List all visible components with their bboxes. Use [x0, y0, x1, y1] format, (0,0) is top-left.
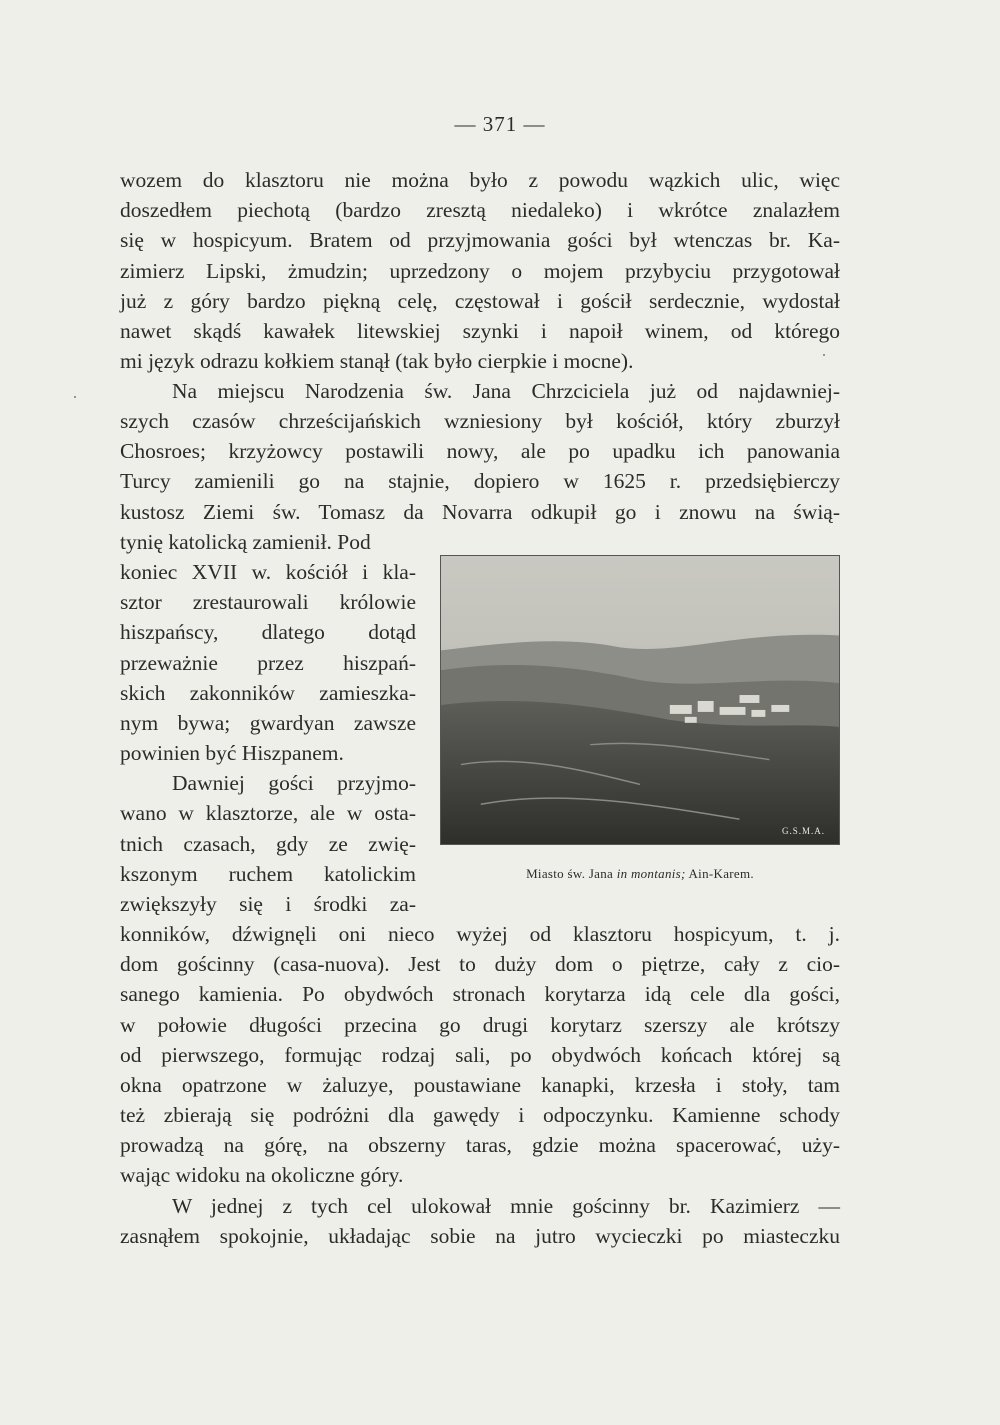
text-line: nym bywa; gwardyan zawsze: [120, 711, 416, 735]
text-line: prowadzą na górę, na obszerny taras, gdzie można spacerować, uży-: [120, 1133, 840, 1157]
text-line: Dawniej gości przyjmo-: [172, 771, 416, 795]
photo-signature: G.S.M.A.: [781, 826, 825, 836]
text-line: już z góry bardzo piękną celę, częstował i gościł serdecznie, wydostał: [120, 289, 840, 313]
text-line: W jednej z tych cel ulokował mnie gościnny br. Kazimierz —: [172, 1194, 840, 1218]
text-line: przeważnie przez hiszpań-: [120, 651, 416, 675]
text-line: skich zakonników zamieszka-: [120, 681, 416, 705]
text-line: szych czasów chrześcijańskich wzniesiony był kościół, który zburzył: [120, 409, 840, 433]
text-line: dom gościnny (casa-nuova). Jest to duży dom o piętrze, cały z cio-: [120, 952, 840, 976]
page-number: — 371 —: [454, 112, 546, 136]
text-line: tnich czasach, gdy ze zwię-: [120, 832, 416, 856]
text-line: zimierz Lipski, żmudzin; uprzedzony o mojem przybyciu przygotował: [120, 259, 840, 283]
print-speck: [74, 396, 76, 398]
text-line: okna opatrzone w żaluzye, poustawiane kanapki, krzesła i stoły, tam: [120, 1073, 840, 1097]
text-line: w połowie długości przecina go drugi korytarz szerszy ale krótszy: [120, 1013, 840, 1037]
text-line: konników, dźwignęli oni nieco wyżej od klasztoru hospicyum, t. j.: [120, 922, 840, 946]
text-line: mi język odrazu kołkiem stanął (tak było cierpkie i mocne).: [120, 349, 634, 373]
text-line: Turcy zamienili go na stajnie, dopiero w 1625 r. przedsiębierczy: [120, 469, 840, 493]
text-line: się w hospicyum. Bratem od przyjmowania gości był wtenczas br. Ka-: [120, 228, 840, 252]
text-line: koniec XVII w. kościół i kla-: [120, 560, 416, 584]
text-line: Chosroes; krzyżowcy postawili nowy, ale po upadku ich panowania: [120, 439, 840, 463]
figure-caption: [440, 866, 840, 882]
landscape-illustration: [441, 556, 839, 844]
text-line: tynię katolicką zamienił. Pod: [120, 530, 371, 554]
text-line: sanego kamienia. Po obydwóch stronach korytarza idą cele dla gości,: [120, 982, 840, 1006]
text-line: wano w klasztorze, ale w osta-: [120, 801, 416, 825]
text-line: Na miejscu Narodzenia św. Jana Chrzciciela już od najdawniej-: [172, 379, 840, 403]
caption-italic: in montanis;: [616, 866, 686, 881]
text-line: też zbierają się podróżni dla gawędy i odpoczynku. Kamienne schody: [120, 1103, 840, 1127]
text-line: kustosz Ziemi św. Tomasz da Novarra odkupił go i znowu na świą-: [120, 500, 840, 524]
caption-part: Ain-Karem.: [685, 866, 754, 881]
caption-part: Miasto św. Jana: [526, 866, 617, 881]
text-line: powinien być Hiszpanem.: [120, 741, 344, 765]
text-line: od pierwszego, formując rodzaj sali, po obydwóch końcach której są: [120, 1043, 840, 1067]
text-line: doszedłem piechotą (bardzo zresztą niedaleko) i wkrótce znalazłem: [120, 198, 840, 222]
text-line: zasnąłem spokojnie, układając sobie na jutro wycieczki po miasteczku: [120, 1224, 840, 1248]
landscape-photo: [440, 555, 840, 845]
text-line: nawet skądś kawałek litewskiej szynki i napoił winem, od którego: [120, 319, 840, 343]
text-line: sztor zrestaurowali królowie: [120, 590, 416, 614]
text-line: wając widoku na okoliczne góry.: [120, 1163, 404, 1187]
text-line: zwiększyły się i środki za-: [120, 892, 416, 916]
text-line: kszonym ruchem katolickim: [120, 862, 416, 886]
text-line: wozem do klasztoru nie można było z powodu wązkich ulic, więc: [120, 168, 840, 192]
text-line: hiszpańscy, dlatego dotąd: [120, 620, 416, 644]
print-speck: [823, 354, 825, 356]
